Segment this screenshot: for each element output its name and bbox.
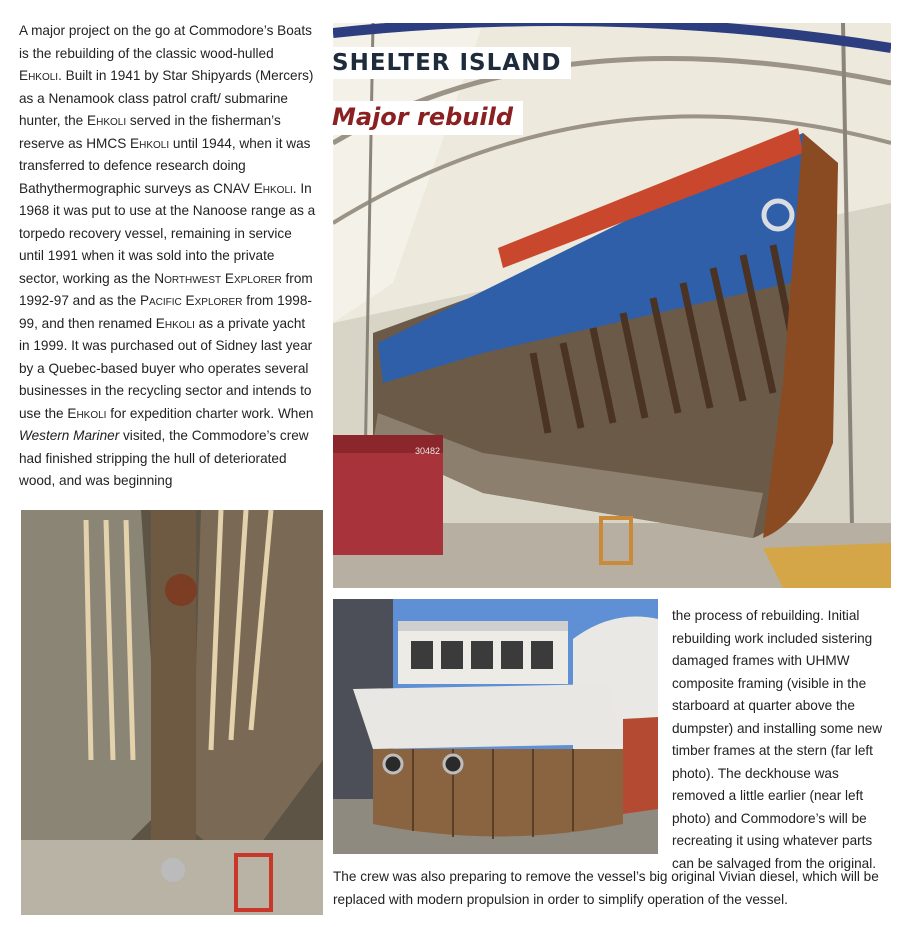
article-body-column-2 bbox=[672, 605, 894, 875]
section-kicker: SHELTER ISLAND bbox=[324, 47, 571, 79]
stern-frames-illustration bbox=[21, 510, 323, 915]
article-body-closing bbox=[333, 866, 895, 911]
article-title: Major rebuild bbox=[324, 101, 523, 135]
paragraph-1: A major project on the go at Commodore’s Boats is the rebuilding of the classic wood-hulled Ehkoli. Built in 1941 by Star Shipyards (Mercers) as a Nenamook class patrol craft/ submarine hunter, the Ehkoli served in the fisherman’s reserve as HMCS Ehkoli until 1944, when it was transferred to defence research doing Bathythermographic surveys as CNAV Ehkoli. In 1968 it was put to use at the Nanoose range as a torpedo recovery vessel, remaining in service until 1991 when it was sold into the private sector, working as the Northwest Explorer from 1992-97 and as the Pacific Explorer from 1998-99, and then renamed Ehkoli as a private yacht in 1999. It was purchased out of Sidney last year by a Quebec-based buyer who operates several businesses in the recycling sector and intends to use the Ehkoli for expedition charter work. When Western Mariner visited, the Commodore’s crew had finished stripping the hull of deteriorated wood, and was beginning bbox=[19, 23, 316, 488]
paragraph-3: The crew was also preparing to remove the vessel’s big original Vivian diesel, which will be replaced with modern propulsion in order to simplify operation of the vessel. bbox=[333, 869, 879, 907]
deckhouse-illustration bbox=[333, 599, 658, 854]
deckhouse-photo bbox=[333, 599, 658, 854]
stern-frames-photo bbox=[21, 510, 323, 915]
dumpster-number-label: 30482 bbox=[415, 446, 441, 456]
paragraph-2: the process of rebuilding. Initial rebuilding work included sistering damaged frames with UHMW composite framing (visible in the starboard at quarter above the dumpster) and installing some new timber frames at the stern (far left photo). The deckhouse was removed a little earlier (near left photo) and Commodore’s will be recreating it using whatever parts can be salvaged from the original. bbox=[672, 608, 883, 871]
article-body-column-1 bbox=[19, 20, 317, 493]
